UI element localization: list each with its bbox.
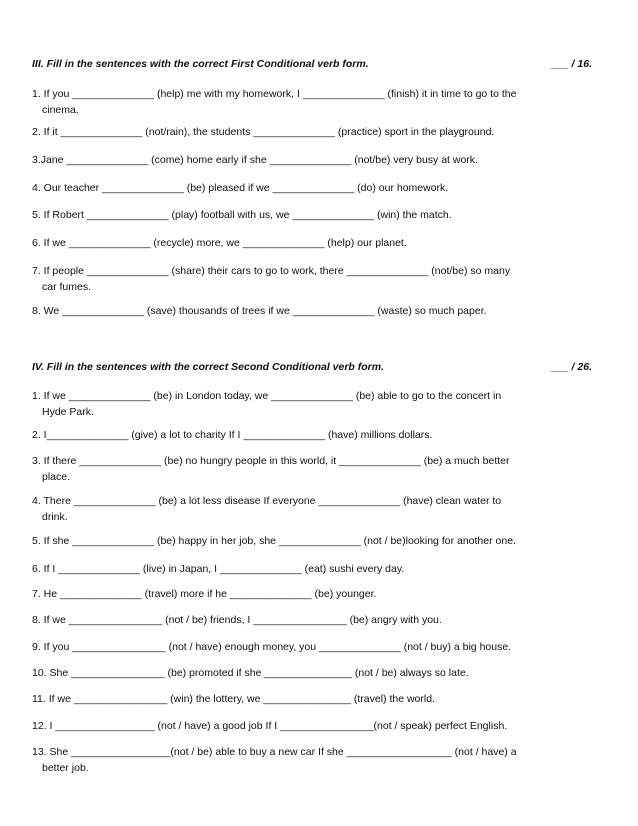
section-4-score: ___ / 26. bbox=[551, 361, 592, 373]
section-3-item-8: 8. We ______________ (save) thousands of trees if we ______________ (waste) so much paper. bbox=[32, 305, 487, 317]
section-4-item-5: 5. If she ______________ (be) happy in her job, she ______________ (not / be)looking for another one. bbox=[32, 535, 516, 547]
section-4-title: IV. Fill in the sentences with the correct Second Conditional verb form. bbox=[32, 361, 385, 373]
section-3-item-6: 6. If we ______________ (recycle) more, we ______________ (help) our planet. bbox=[32, 237, 407, 249]
section-4-item-9: 9. If you ________________ (not / have) enough money, you ______________ (not / buy) a big house. bbox=[32, 641, 512, 653]
section-4-item-11: 11. If we ________________ (win) the lottery, we _______________ (travel) the world. bbox=[32, 693, 435, 705]
section-4-item-7: 7. He ______________ (travel) more if he ______________ (be) younger. bbox=[32, 588, 377, 600]
section-3-item-2: 2. If it ______________ (not/rain), the students ______________ (practice) sport in the playground. bbox=[32, 126, 495, 138]
section-3-item-4: 4. Our teacher ______________ (be) pleased if we ______________ (do) our homework. bbox=[32, 182, 449, 194]
section-3-item-5: 5. If Robert ______________ (play) football with us, we ______________ (win) the match. bbox=[32, 209, 452, 221]
section-3-item-7: 7. If people ______________ (share) their cars to go to work, there ______________ (not/be) so many car fumes. bbox=[32, 265, 511, 293]
section-4-item-2: 2. I______________ (give) a lot to charity If I ______________ (have) millions dollars. bbox=[32, 429, 433, 441]
section-4-heading bbox=[32, 361, 592, 373]
section-3-title: III. Fill in the sentences with the correct First Conditional verb form. bbox=[32, 58, 369, 70]
section-4-item-6: 6. If I ______________ (live) in Japan, I ______________ (eat) sushi every day. bbox=[32, 563, 405, 575]
section-4-item-10: 10. She ________________ (be) promoted if she _______________ (not / be) always so late. bbox=[32, 667, 469, 679]
section-4-item-4: 4. There ______________ (be) a lot less disease If everyone ______________ (have) clean water to drink. bbox=[32, 495, 502, 523]
section-4-item-12: 12. I _________________ (not / have) a good job If I ________________(not / speak) perfect English. bbox=[32, 720, 508, 732]
section-3-item-1: 1. If you ______________ (help) me with my homework, I ______________ (finish) it in time to go to the cinema. bbox=[32, 88, 517, 116]
section-4-item-13: 13. She _________________(not / be) able to buy a new car If she __________________ (not / have) a better job. bbox=[32, 746, 517, 774]
section-3-item-3: 3.Jane ______________ (come) home early if she ______________ (not/be) very busy at work. bbox=[32, 154, 478, 166]
section-3-heading bbox=[32, 58, 592, 70]
section-3-score: ___ / 16. bbox=[551, 58, 592, 70]
section-4-item-1: 1. If we ______________ (be) in London today, we ______________ (be) able to go to the concert in Hyde Park. bbox=[32, 390, 502, 418]
section-4-item-3: 3. If there ______________ (be) no hungry people in this world, it ______________ (be) a much better place. bbox=[32, 455, 510, 483]
section-4-item-8: 8. If we ________________ (not / be) friends, I ________________ (be) angry with you. bbox=[32, 614, 442, 626]
